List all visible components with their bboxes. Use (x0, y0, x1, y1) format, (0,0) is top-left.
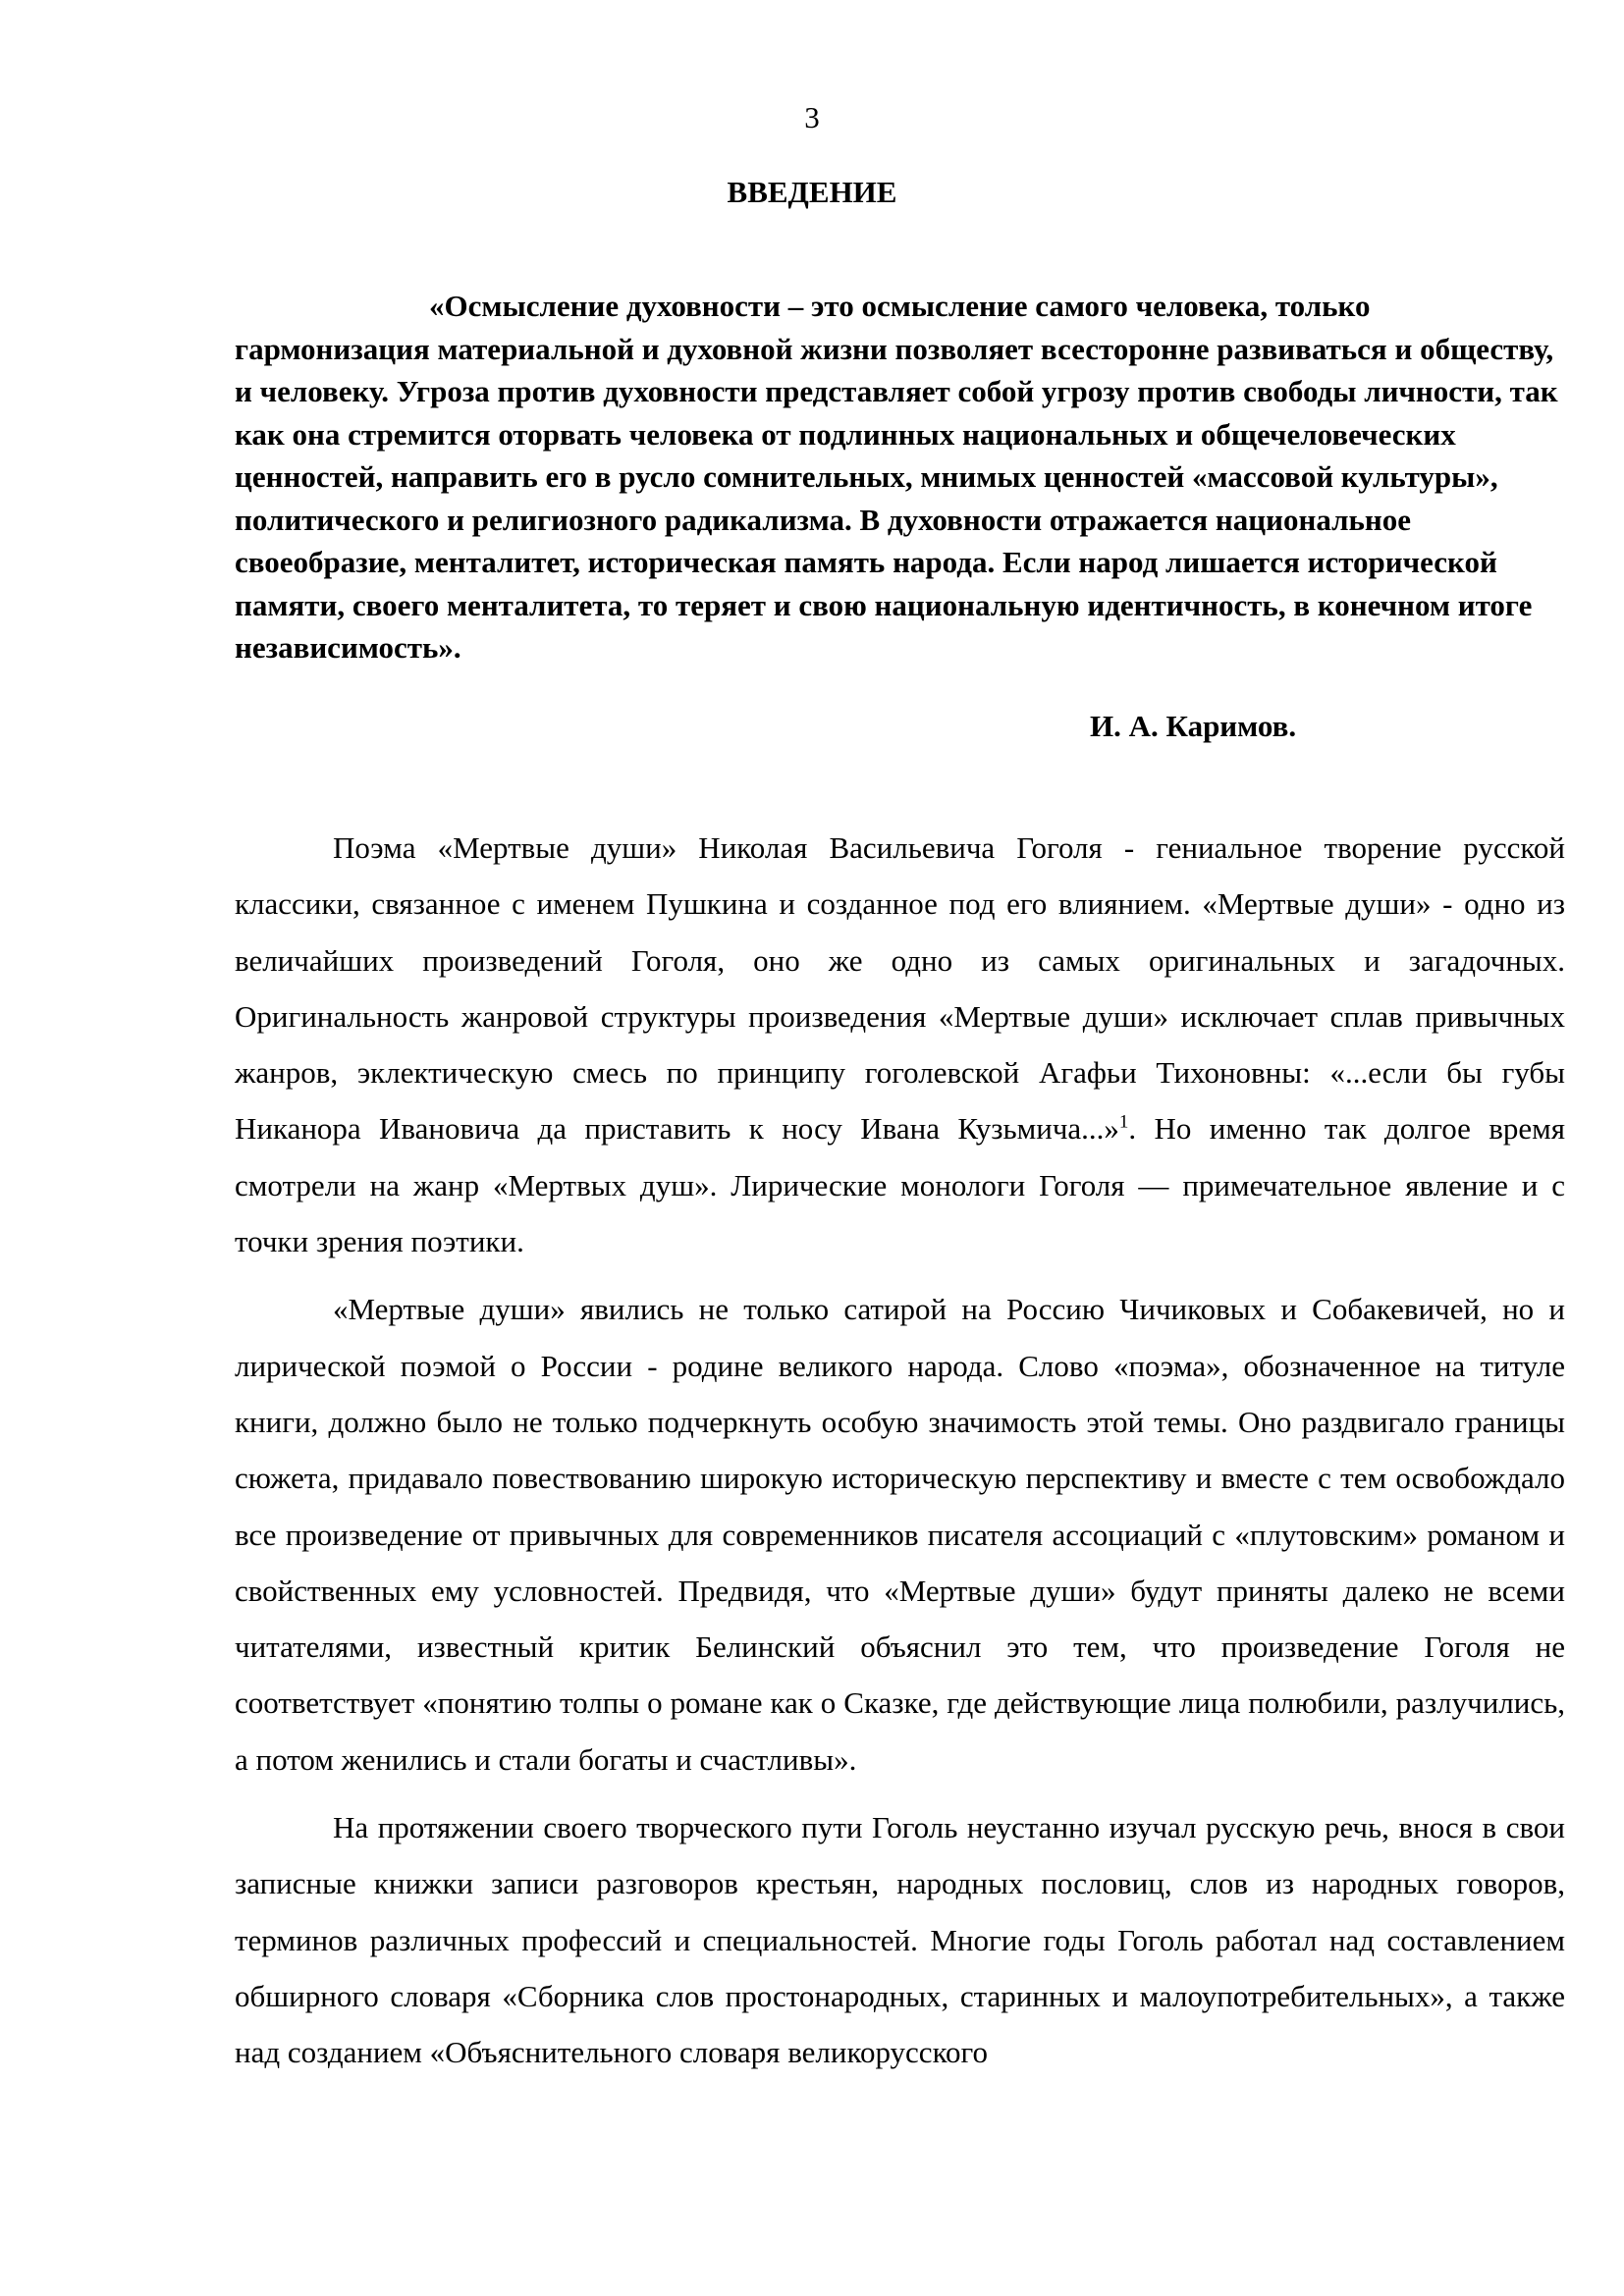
epigraph-author: И. А. Каримов. (1090, 709, 1297, 743)
body-text (235, 820, 1565, 2093)
page-number: 3 (804, 100, 820, 134)
paragraph-1 (235, 820, 1565, 1269)
page-heading: ВВЕДЕНИЕ (727, 175, 897, 209)
paragraph-1-tail: . Но именно так долгое время смотрели на жанр «Мертвых душ». Лирические монологи Гоголя — примечательное явление и с точки зрения поэтики. (235, 1111, 1565, 1259)
epigraph-quote: «Осмысление духовности – это осмысление самого человека, только гармонизация материальной и духовной жизни позволяет всесторонне развиваться и обществу, и человеку. Угроза против духовности представляет собой угрозу против свободы личности, так как она стремится оторвать человека от подлинных национальных и общечеловеческих ценностей, направить его в русло сомнительных, мнимых ценностей «массовой культуры», политического и религиозного радикализма. В духовности отражается национальное своеобразие, менталитет, историческая память народа. Если народ лишается исторической памяти, своего менталитета, то теряет и свою национальную идентичность, в конечном итоге независимость». (235, 289, 1558, 665)
paragraph-3: На протяжении своего творческого пути Гоголь неустанно изучал русскую речь, внося в свои записные книжки записи разговоров крестьян, народных пословиц, слов из народных говоров, терминов различных профессий и специальностей. Многие годы Гоголь работал над составлением обширного словаря «Сборника слов простонародных, старинных и малоупотребительных», а также над созданием «Объяснительного словаря великорусского (235, 1810, 1565, 2070)
footnote-marker: 1 (1118, 1112, 1129, 1134)
paragraph-1-text: Поэма «Мертвые души» Николая Васильевича Гоголя - гениальное творение русской классики, связанное с именем Пушкина и созданное под его влиянием. «Мертвые души» - одно из величайших произведений Гоголя, оно же одно из самых оригинальных и загадочных. Оригинальность жанровой структуры произведения «Мертвые души» исключает сплав привычных жанров, эклектическую смесь по принципу гоголевской Агафьи Тихоновны: «...если бы губы Никанора Ивановича да приставить к носу Ивана Кузьмича...» (235, 830, 1565, 1147)
paragraph-2: «Мертвые души» явились не только сатирой на Россию Чичиковых и Собакевичей, но и лирической поэмой о России - родине великого народа. Слово «поэма», обозначенное на титуле книги, должно было не только подчеркнуть особую значимость этой темы. Оно раздвигало границы сюжета, придавало повествованию широкую историческую перспективу и вместе с тем освобождало все произведение от привычных для современников писателя ассоциаций с «плутовским» романом и свойственных ему условностей. Предвидя, что «Мертвые души» будут приняты далеко не всеми читателями, известный критик Белинский объяснил это тем, что произведение Гоголя не соответствует «понятию толпы о романе как о Сказке, где действующие лица полюбили, разлучились, а потом женились и стали богаты и счастливы». (235, 1292, 1565, 1777)
